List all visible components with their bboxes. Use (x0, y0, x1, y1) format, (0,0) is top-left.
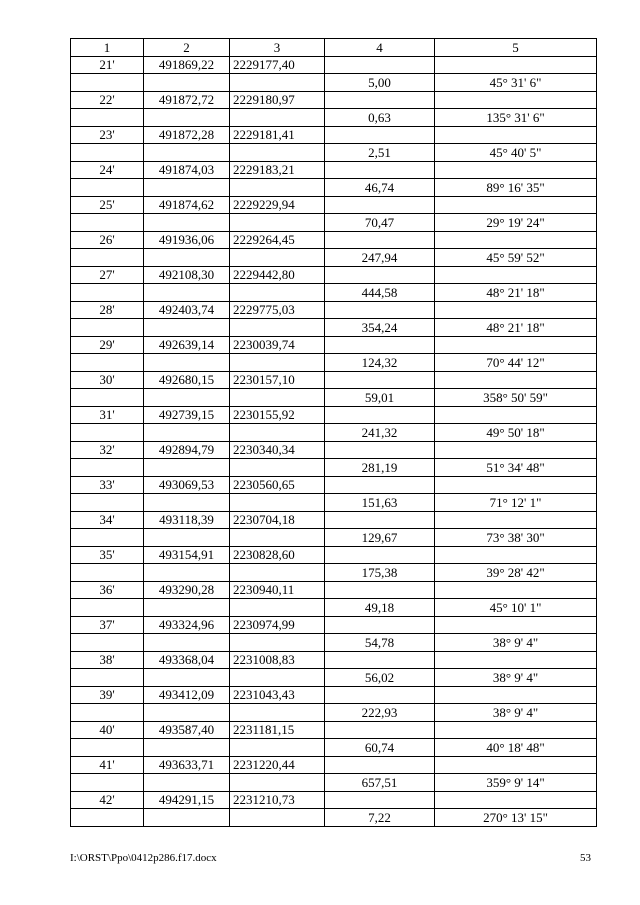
x-coordinate-cell: 491872,72 (144, 91, 230, 109)
point-id-cell: 22' (71, 91, 144, 109)
empty-cell (435, 336, 597, 354)
point-id-cell: 31' (71, 406, 144, 424)
empty-cell (71, 354, 144, 372)
length-cell: 281,19 (325, 459, 435, 477)
footer-file-path: I:\ORST\Ppo\0412p286.f17.docx (70, 852, 217, 864)
length-cell: 129,67 (325, 529, 435, 547)
direction-angle-cell: 89° 16' 35" (435, 179, 597, 197)
segment-row (71, 389, 597, 407)
empty-cell (230, 389, 325, 407)
y-coordinate-cell: 2231210,73 (230, 791, 325, 809)
direction-angle-cell: 45° 10' 1" (435, 599, 597, 617)
empty-cell (144, 599, 230, 617)
direction-angle-cell: 270° 13' 15" (435, 809, 597, 827)
point-id-cell: 42' (71, 791, 144, 809)
empty-cell (435, 301, 597, 319)
empty-cell (230, 774, 325, 792)
point-row (71, 511, 597, 529)
empty-cell (325, 161, 435, 179)
point-row (71, 406, 597, 424)
x-coordinate-cell: 493290,28 (144, 581, 230, 599)
x-coordinate-cell: 494291,15 (144, 791, 230, 809)
point-id-cell: 32' (71, 441, 144, 459)
point-row (71, 161, 597, 179)
segment-row (71, 214, 597, 232)
empty-cell (325, 406, 435, 424)
length-cell: 241,32 (325, 424, 435, 442)
empty-cell (230, 704, 325, 722)
empty-cell (435, 756, 597, 774)
point-row (71, 686, 597, 704)
empty-cell (144, 809, 230, 827)
empty-cell (230, 144, 325, 162)
empty-cell (144, 529, 230, 547)
empty-cell (230, 739, 325, 757)
y-coordinate-cell: 2230340,34 (230, 441, 325, 459)
empty-cell (325, 546, 435, 564)
empty-cell (71, 739, 144, 757)
empty-cell (71, 319, 144, 337)
segment-row (71, 774, 597, 792)
y-coordinate-cell: 2230828,60 (230, 546, 325, 564)
length-cell: 46,74 (325, 179, 435, 197)
segment-row (71, 739, 597, 757)
x-coordinate-cell: 493118,39 (144, 511, 230, 529)
empty-cell (325, 91, 435, 109)
point-row (71, 91, 597, 109)
segment-row (71, 809, 597, 827)
segment-row (71, 564, 597, 582)
empty-cell (71, 459, 144, 477)
y-coordinate-cell: 2229181,41 (230, 126, 325, 144)
segment-row (71, 424, 597, 442)
x-coordinate-cell: 492680,15 (144, 371, 230, 389)
empty-cell (435, 231, 597, 249)
empty-cell (325, 581, 435, 599)
empty-cell (230, 459, 325, 477)
y-coordinate-cell: 2229229,94 (230, 196, 325, 214)
empty-cell (71, 284, 144, 302)
empty-cell (230, 564, 325, 582)
empty-cell (325, 441, 435, 459)
length-cell: 56,02 (325, 669, 435, 687)
x-coordinate-cell: 492739,15 (144, 406, 230, 424)
y-coordinate-cell: 2229180,97 (230, 91, 325, 109)
x-coordinate-cell: 492108,30 (144, 266, 230, 284)
empty-cell (144, 319, 230, 337)
empty-cell (230, 424, 325, 442)
direction-angle-cell: 45° 59' 52" (435, 249, 597, 267)
empty-cell (144, 249, 230, 267)
empty-cell (325, 686, 435, 704)
header-cell-3: 3 (230, 39, 325, 57)
point-id-cell: 28' (71, 301, 144, 319)
empty-cell (144, 214, 230, 232)
y-coordinate-cell: 2230157,10 (230, 371, 325, 389)
x-coordinate-cell: 491869,22 (144, 56, 230, 74)
y-coordinate-cell: 2230704,18 (230, 511, 325, 529)
length-cell: 70,47 (325, 214, 435, 232)
length-cell: 151,63 (325, 494, 435, 512)
empty-cell (71, 494, 144, 512)
empty-cell (325, 511, 435, 529)
empty-cell (325, 266, 435, 284)
direction-angle-cell: 29° 19' 24" (435, 214, 597, 232)
empty-cell (435, 161, 597, 179)
empty-cell (71, 249, 144, 267)
point-id-cell: 40' (71, 721, 144, 739)
point-id-cell: 35' (71, 546, 144, 564)
point-row (71, 371, 597, 389)
point-id-cell: 34' (71, 511, 144, 529)
empty-cell (144, 109, 230, 127)
empty-cell (325, 476, 435, 494)
x-coordinate-cell: 493154,91 (144, 546, 230, 564)
empty-cell (230, 634, 325, 652)
direction-angle-cell: 39° 28' 42" (435, 564, 597, 582)
length-cell: 49,18 (325, 599, 435, 617)
direction-angle-cell: 48° 21' 18" (435, 319, 597, 337)
empty-cell (325, 231, 435, 249)
empty-cell (325, 371, 435, 389)
x-coordinate-cell: 491872,28 (144, 126, 230, 144)
segment-row (71, 179, 597, 197)
empty-cell (230, 669, 325, 687)
x-coordinate-cell: 493412,09 (144, 686, 230, 704)
empty-cell (144, 564, 230, 582)
point-id-cell: 33' (71, 476, 144, 494)
x-coordinate-cell: 493069,53 (144, 476, 230, 494)
empty-cell (325, 196, 435, 214)
x-coordinate-cell: 491936,06 (144, 231, 230, 249)
empty-cell (71, 704, 144, 722)
header-cell-2: 2 (144, 39, 230, 57)
x-coordinate-cell: 493633,71 (144, 756, 230, 774)
point-row (71, 756, 597, 774)
x-coordinate-cell: 492894,79 (144, 441, 230, 459)
segment-row (71, 704, 597, 722)
empty-cell (435, 546, 597, 564)
y-coordinate-cell: 2229183,21 (230, 161, 325, 179)
segment-row (71, 144, 597, 162)
point-id-cell: 24' (71, 161, 144, 179)
x-coordinate-cell: 493324,96 (144, 616, 230, 634)
empty-cell (144, 459, 230, 477)
empty-cell (435, 651, 597, 669)
segment-row (71, 529, 597, 547)
y-coordinate-cell: 2231008,83 (230, 651, 325, 669)
point-row (71, 651, 597, 669)
direction-angle-cell: 135° 31' 6" (435, 109, 597, 127)
direction-angle-cell: 70° 44' 12" (435, 354, 597, 372)
header-cell-1: 1 (71, 39, 144, 57)
segment-row (71, 319, 597, 337)
direction-angle-cell: 73° 38' 30" (435, 529, 597, 547)
point-id-cell: 41' (71, 756, 144, 774)
y-coordinate-cell: 2230039,74 (230, 336, 325, 354)
segment-row (71, 634, 597, 652)
footer-page-number: 53 (580, 852, 591, 864)
point-row (71, 616, 597, 634)
empty-cell (435, 406, 597, 424)
empty-cell (144, 634, 230, 652)
x-coordinate-cell: 492403,74 (144, 301, 230, 319)
empty-cell (325, 336, 435, 354)
segment-row (71, 599, 597, 617)
empty-cell (435, 616, 597, 634)
x-coordinate-cell: 493587,40 (144, 721, 230, 739)
empty-cell (325, 791, 435, 809)
empty-cell (325, 756, 435, 774)
point-row (71, 721, 597, 739)
point-row (71, 441, 597, 459)
empty-cell (230, 494, 325, 512)
y-coordinate-cell: 2229264,45 (230, 231, 325, 249)
empty-cell (325, 126, 435, 144)
direction-angle-cell: 45° 31' 6" (435, 74, 597, 92)
empty-cell (144, 424, 230, 442)
empty-cell (230, 809, 325, 827)
point-row (71, 476, 597, 494)
empty-cell (435, 126, 597, 144)
empty-cell (144, 284, 230, 302)
empty-cell (435, 441, 597, 459)
segment-row (71, 494, 597, 512)
point-id-cell: 25' (71, 196, 144, 214)
empty-cell (71, 179, 144, 197)
empty-cell (71, 774, 144, 792)
empty-cell (144, 739, 230, 757)
length-cell: 59,01 (325, 389, 435, 407)
y-coordinate-cell: 2229442,80 (230, 266, 325, 284)
length-cell: 657,51 (325, 774, 435, 792)
empty-cell (435, 196, 597, 214)
segment-row (71, 354, 597, 372)
point-id-cell: 36' (71, 581, 144, 599)
empty-cell (71, 214, 144, 232)
x-coordinate-cell: 492639,14 (144, 336, 230, 354)
segment-row (71, 669, 597, 687)
length-cell: 60,74 (325, 739, 435, 757)
empty-cell (230, 319, 325, 337)
y-coordinate-cell: 2230155,92 (230, 406, 325, 424)
empty-cell (230, 109, 325, 127)
segment-row (71, 459, 597, 477)
empty-cell (144, 144, 230, 162)
empty-cell (71, 389, 144, 407)
y-coordinate-cell: 2229775,03 (230, 301, 325, 319)
empty-cell (144, 774, 230, 792)
segment-row (71, 74, 597, 92)
empty-cell (144, 74, 230, 92)
point-id-cell: 21' (71, 56, 144, 74)
length-cell: 175,38 (325, 564, 435, 582)
empty-cell (435, 581, 597, 599)
point-id-cell: 23' (71, 126, 144, 144)
empty-cell (71, 74, 144, 92)
point-row (71, 301, 597, 319)
empty-cell (435, 266, 597, 284)
length-cell: 124,32 (325, 354, 435, 372)
direction-angle-cell: 358° 50' 59" (435, 389, 597, 407)
point-row (71, 336, 597, 354)
x-coordinate-cell: 491874,62 (144, 196, 230, 214)
y-coordinate-cell: 2229177,40 (230, 56, 325, 74)
empty-cell (71, 144, 144, 162)
length-cell: 54,78 (325, 634, 435, 652)
length-cell: 444,58 (325, 284, 435, 302)
point-row (71, 791, 597, 809)
empty-cell (230, 529, 325, 547)
empty-cell (71, 809, 144, 827)
direction-angle-cell: 38° 9' 4" (435, 634, 597, 652)
empty-cell (230, 599, 325, 617)
length-cell: 5,00 (325, 74, 435, 92)
empty-cell (71, 529, 144, 547)
empty-cell (144, 494, 230, 512)
point-row (71, 56, 597, 74)
y-coordinate-cell: 2231220,44 (230, 756, 325, 774)
length-cell: 7,22 (325, 809, 435, 827)
y-coordinate-cell: 2230974,99 (230, 616, 325, 634)
point-id-cell: 38' (71, 651, 144, 669)
direction-angle-cell: 45° 40' 5" (435, 144, 597, 162)
empty-cell (325, 301, 435, 319)
header-cell-4: 4 (325, 39, 435, 57)
x-coordinate-cell: 491874,03 (144, 161, 230, 179)
empty-cell (144, 389, 230, 407)
segment-row (71, 109, 597, 127)
direction-angle-cell: 38° 9' 4" (435, 669, 597, 687)
table-body (71, 39, 597, 827)
point-row (71, 196, 597, 214)
empty-cell (435, 476, 597, 494)
direction-angle-cell: 71° 12' 1" (435, 494, 597, 512)
empty-cell (230, 179, 325, 197)
point-id-cell: 26' (71, 231, 144, 249)
empty-cell (435, 56, 597, 74)
point-row (71, 546, 597, 564)
y-coordinate-cell: 2231043,43 (230, 686, 325, 704)
direction-angle-cell: 49° 50' 18" (435, 424, 597, 442)
point-row (71, 126, 597, 144)
length-cell: 222,93 (325, 704, 435, 722)
direction-angle-cell: 51° 34' 48" (435, 459, 597, 477)
empty-cell (71, 599, 144, 617)
length-cell: 354,24 (325, 319, 435, 337)
point-id-cell: 39' (71, 686, 144, 704)
length-cell: 0,63 (325, 109, 435, 127)
empty-cell (325, 56, 435, 74)
segment-row (71, 249, 597, 267)
empty-cell (144, 354, 230, 372)
empty-cell (144, 704, 230, 722)
segment-row (71, 284, 597, 302)
empty-cell (435, 511, 597, 529)
empty-cell (325, 651, 435, 669)
empty-cell (435, 791, 597, 809)
empty-cell (325, 616, 435, 634)
empty-cell (435, 686, 597, 704)
point-id-cell: 37' (71, 616, 144, 634)
direction-angle-cell: 40° 18' 48" (435, 739, 597, 757)
point-row (71, 231, 597, 249)
empty-cell (71, 669, 144, 687)
empty-cell (230, 354, 325, 372)
empty-cell (435, 721, 597, 739)
x-coordinate-cell: 493368,04 (144, 651, 230, 669)
empty-cell (71, 109, 144, 127)
empty-cell (71, 634, 144, 652)
point-id-cell: 30' (71, 371, 144, 389)
y-coordinate-cell: 2230560,65 (230, 476, 325, 494)
coordinates-table (70, 38, 597, 827)
y-coordinate-cell: 2230940,11 (230, 581, 325, 599)
length-cell: 247,94 (325, 249, 435, 267)
direction-angle-cell: 48° 21' 18" (435, 284, 597, 302)
header-cell-5: 5 (435, 39, 597, 57)
empty-cell (71, 564, 144, 582)
header-row (71, 39, 597, 57)
y-coordinate-cell: 2231181,15 (230, 721, 325, 739)
empty-cell (230, 214, 325, 232)
empty-cell (325, 721, 435, 739)
direction-angle-cell: 38° 9' 4" (435, 704, 597, 722)
empty-cell (230, 249, 325, 267)
empty-cell (230, 74, 325, 92)
empty-cell (144, 669, 230, 687)
point-row (71, 581, 597, 599)
empty-cell (144, 179, 230, 197)
empty-cell (71, 424, 144, 442)
point-id-cell: 29' (71, 336, 144, 354)
empty-cell (435, 371, 597, 389)
empty-cell (230, 284, 325, 302)
direction-angle-cell: 359° 9' 14" (435, 774, 597, 792)
point-id-cell: 27' (71, 266, 144, 284)
empty-cell (435, 91, 597, 109)
point-row (71, 266, 597, 284)
length-cell: 2,51 (325, 144, 435, 162)
